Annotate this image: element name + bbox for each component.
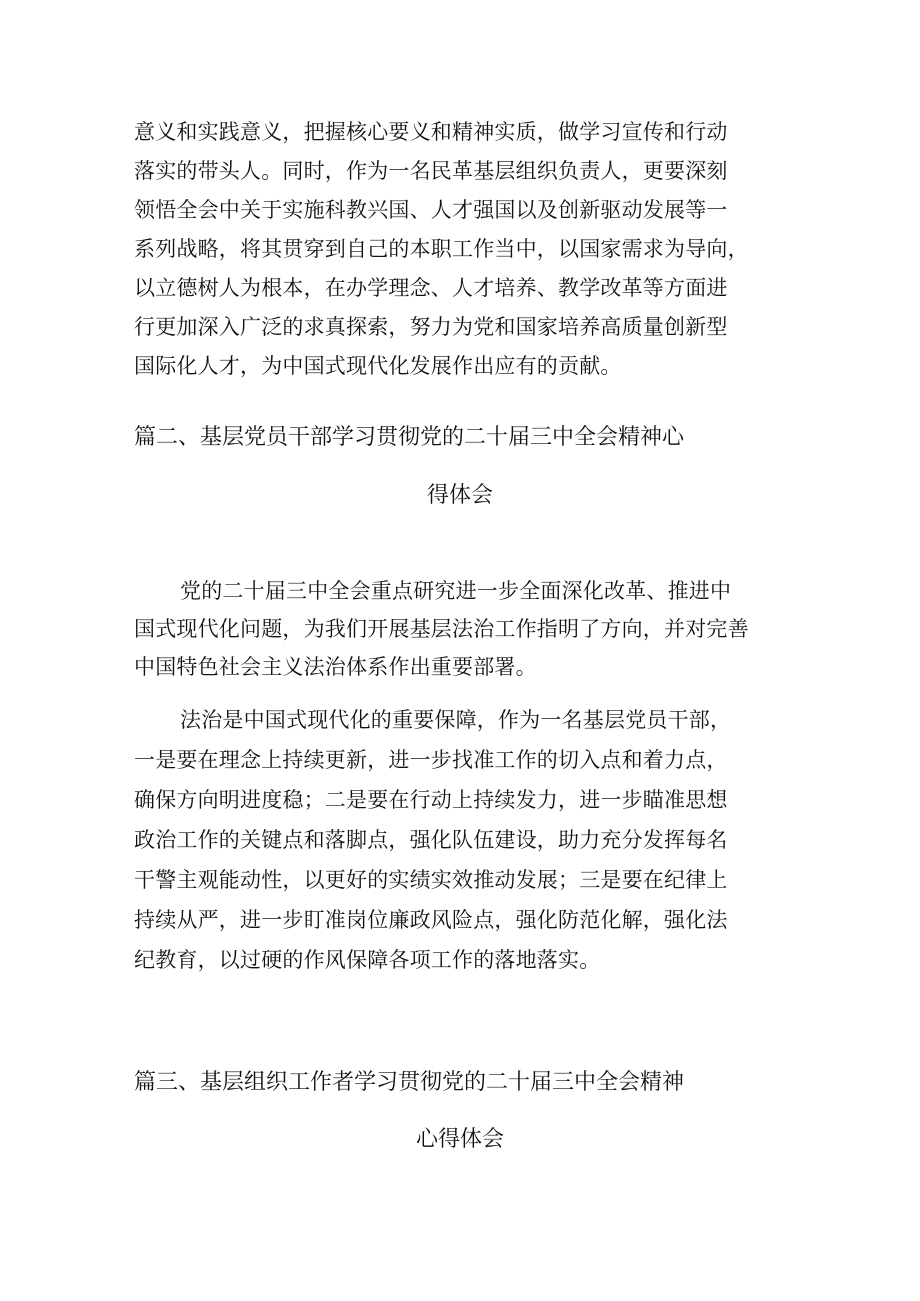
paragraph-line: 国式现代化问题，为我们开展基层法治工作指明了方向，并对完善 — [134, 617, 749, 641]
paragraph-line: 国际化人才，为中国式现代化发展作出应有的贡献。 — [134, 354, 622, 378]
paragraph-line: 系列战略，将其贯穿到自己的本职工作当中，以国家需求为导向， — [134, 237, 749, 261]
paragraph-line: 政治工作的关键点和落脚点，强化队伍建设，助力充分发挥每名 — [134, 828, 728, 852]
paragraph-line: 以立德树人为根本，在办学理念、人才培养、教学改革等方面进 — [134, 276, 728, 300]
paragraph-line: 持续从严，进一步盯准岗位廉政风险点，强化防范化解，强化法 — [134, 908, 728, 932]
paragraph-line: 落实的带头人。同时，作为一名民革基层组织负责人，更要深刻 — [134, 159, 728, 183]
paragraph-line: 中国特色社会主义法治体系作出重要部署。 — [134, 655, 537, 679]
paragraph-line: 意义和实践意义，把握核心要义和精神实质，做学习宣传和行动 — [134, 120, 728, 144]
paragraph-line: 法治是中国式现代化的重要保障，作为一名基层党员干部， — [180, 708, 732, 732]
section3-title-line1: 篇三、基层组织工作者学习贯彻党的二十届三中全会精神 — [134, 1070, 685, 1095]
paragraph-line: 一是要在理念上持续更新，进一步找准工作的切入点和着力点， — [134, 748, 728, 772]
section2-title-line1: 篇二、基层党员干部学习贯彻党的二十届三中全会精神心 — [134, 425, 685, 450]
paragraph-line: 纪教育，以过硬的作风保障各项工作的落地落实。 — [134, 948, 601, 972]
section3-title-line2: 心得体会 — [416, 1127, 505, 1152]
paragraph-line: 领悟全会中关于实施科教兴国、人才强国以及创新驱动发展等一 — [134, 198, 728, 222]
paragraph-line: 干警主观能动性，以更好的实绩实效推动发展；三是要在纪律上 — [134, 868, 728, 892]
section2-title-line2: 得体会 — [427, 483, 494, 508]
paragraph-line: 确保方向明进度稳；二是要在行动上持续发力，进一步瞄准思想 — [134, 788, 728, 812]
paragraph-line: 行更加深入广泛的求真探索，努力为党和国家培养高质量创新型 — [134, 315, 728, 339]
paragraph-line: 党的二十届三中全会重点研究进一步全面深化改革、推进中 — [180, 579, 732, 603]
